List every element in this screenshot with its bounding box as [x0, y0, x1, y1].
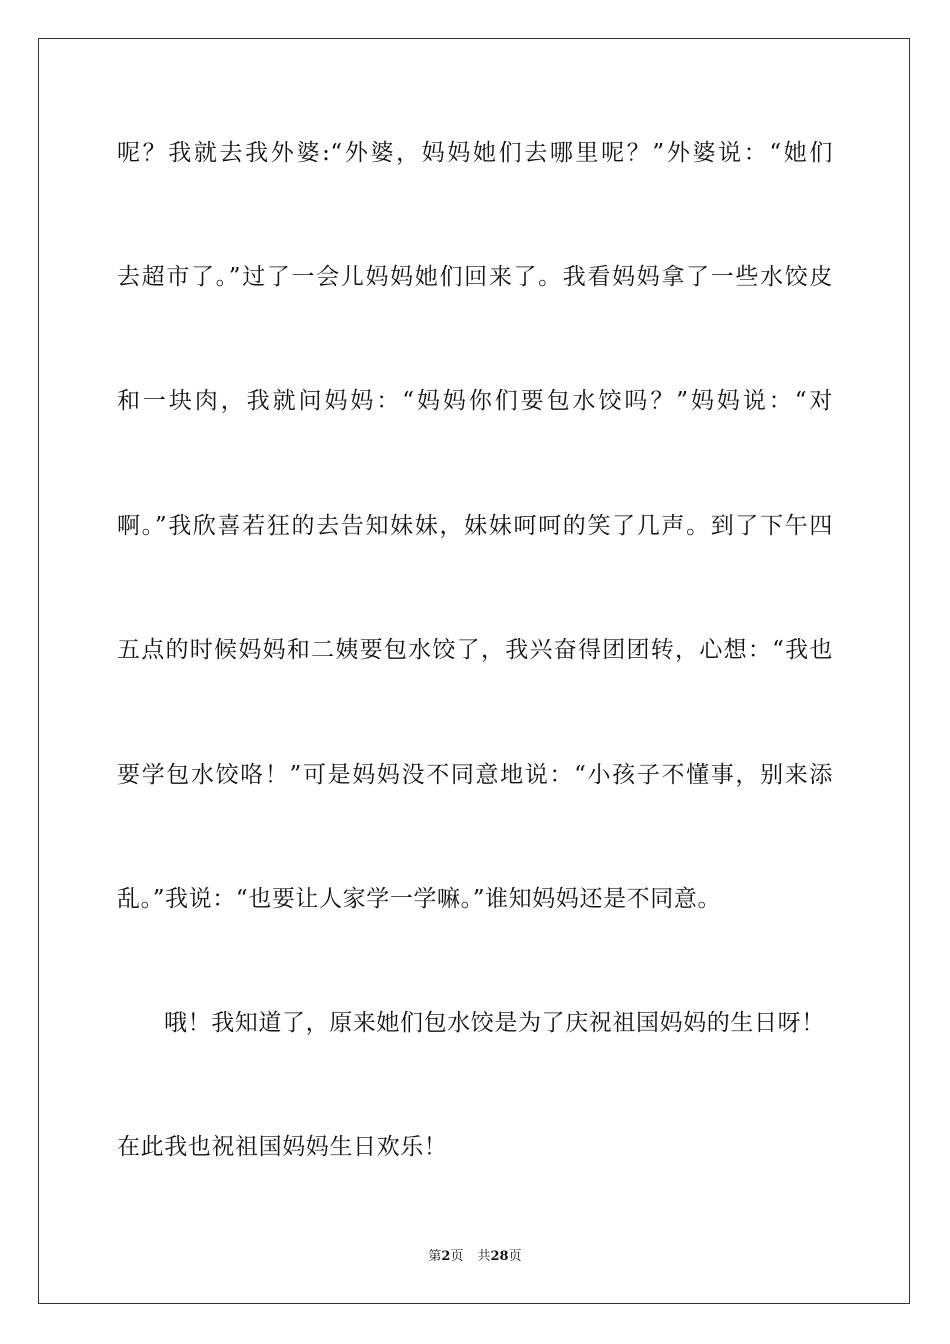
text-line-1: 呢？我就去我外婆:“外婆，妈妈她们去哪里呢？”外婆说：“她们 [117, 140, 833, 166]
text-line-7: 乱。”我说：“也要让人家学一学嘛。”谁知妈妈还是不同意。 [117, 886, 722, 912]
text-line-5: 五点的时候妈妈和二姨要包水饺了，我兴奋得团团转，心想：“我也 [117, 637, 833, 663]
text-line-3: 和一块肉，我就问妈妈：“妈妈你们要包水饺吗？”妈妈说：“对 [117, 388, 833, 414]
page-prefix: 第 [428, 1249, 442, 1264]
page-frame [38, 38, 910, 1304]
text-line-9: 在此我也祝祖国妈妈生日欢乐！ [117, 1134, 448, 1160]
total-prefix: 共 [477, 1249, 491, 1264]
text-line-8-indented: 哦！我知道了，原来她们包水饺是为了庆祝祖国妈妈的生日呀！ [164, 1010, 825, 1036]
total-suffix: 页 [508, 1249, 522, 1264]
page-suffix: 页 [450, 1249, 464, 1264]
page-number: 2 [441, 1249, 451, 1264]
text-line-2: 去超市了。”过了一会儿妈妈她们回来了。我看妈妈拿了一些水饺皮 [117, 264, 833, 290]
text-line-6: 要学包水饺咯！”可是妈妈没不同意地说：“小孩子不懂事，别来添 [117, 762, 833, 788]
total-pages: 28 [490, 1249, 509, 1264]
page-footer [0, 1249, 950, 1265]
text-line-4: 啊。”我欣喜若狂的去告知妹妹，妹妹呵呵的笑了几声。到了下午四 [117, 513, 833, 539]
